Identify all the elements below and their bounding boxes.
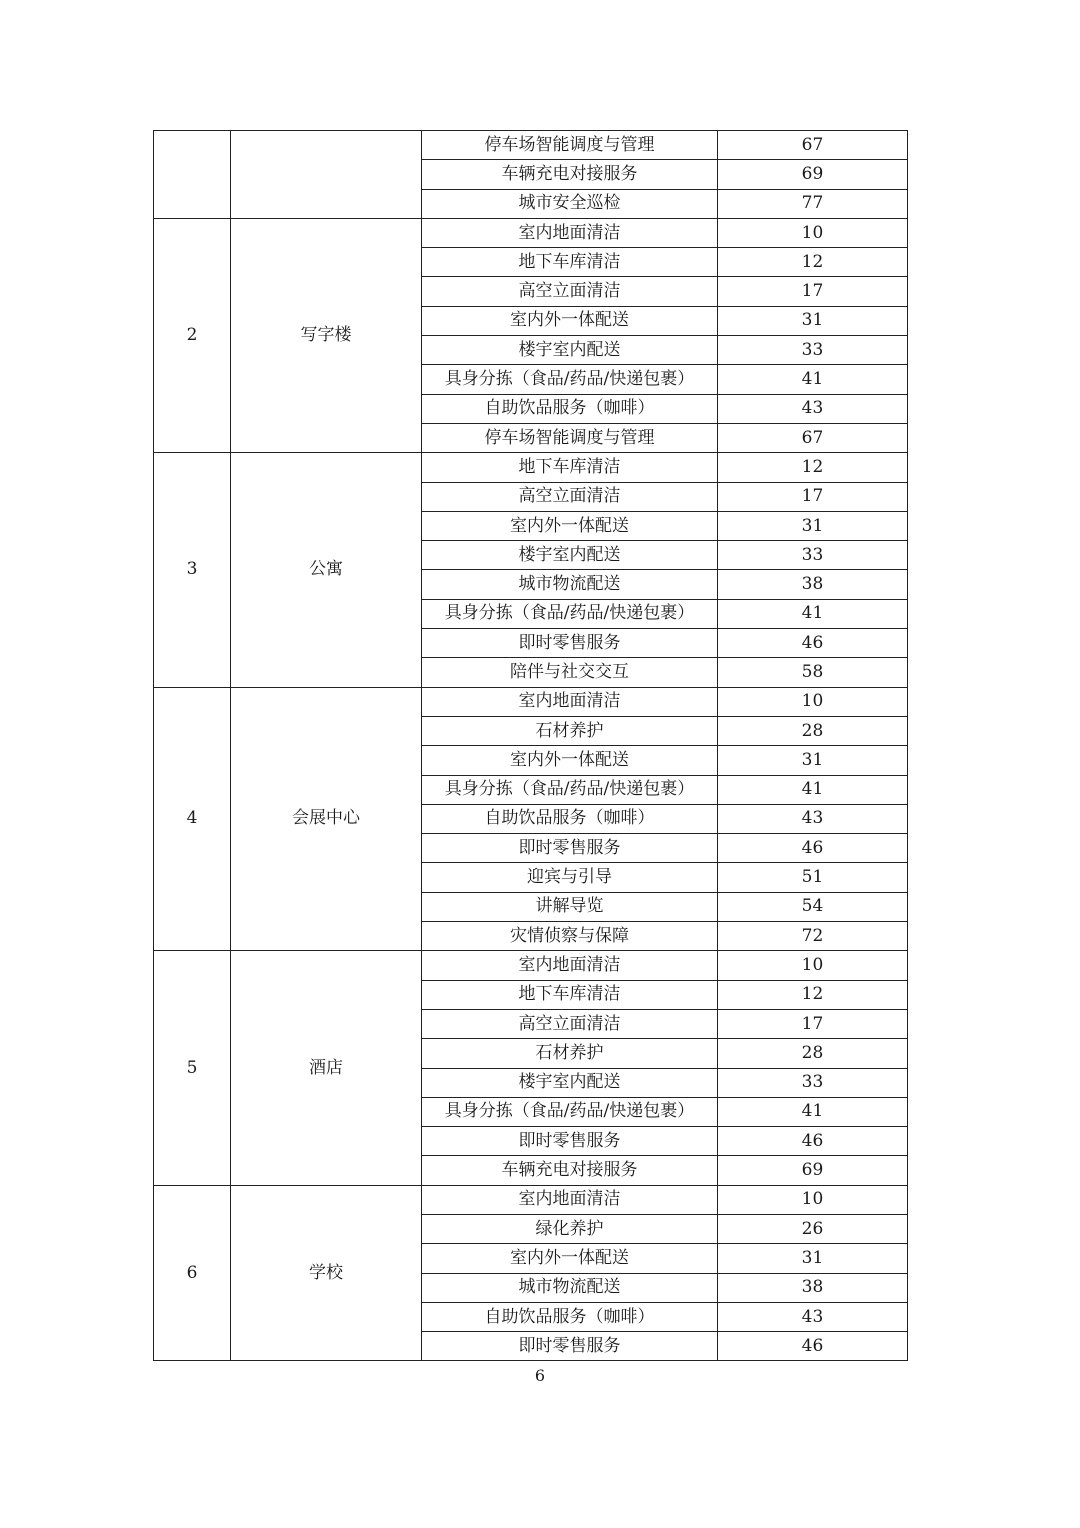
service-cell: 即时零售服务: [422, 834, 718, 863]
service-cell: 室内地面清洁: [422, 1185, 718, 1214]
service-cell: 石材养护: [422, 716, 718, 745]
table-row: [154, 131, 908, 160]
code-cell: 54: [718, 892, 908, 921]
service-cell: 车辆充电对接服务: [422, 160, 718, 189]
code-cell: 33: [718, 336, 908, 365]
table-row: [154, 218, 908, 247]
scenario-table: [153, 130, 908, 1361]
service-cell: 楼宇室内配送: [422, 541, 718, 570]
group-number-cell: 5: [154, 951, 231, 1185]
code-cell: 43: [718, 1302, 908, 1331]
code-cell: 46: [718, 1127, 908, 1156]
code-cell: 31: [718, 746, 908, 775]
service-cell: 具身分拣（食品/药品/快递包裹）: [422, 1097, 718, 1126]
code-cell: 51: [718, 863, 908, 892]
code-cell: 28: [718, 716, 908, 745]
table-row: [154, 951, 908, 980]
service-cell: 即时零售服务: [422, 1332, 718, 1361]
table-row: [154, 687, 908, 716]
code-cell: 43: [718, 394, 908, 423]
venue-cell: 学校: [231, 1185, 422, 1361]
service-cell: 自助饮品服务（咖啡）: [422, 804, 718, 833]
code-cell: 31: [718, 1244, 908, 1273]
service-cell: 地下车库清洁: [422, 453, 718, 482]
service-cell: 室内地面清洁: [422, 951, 718, 980]
code-cell: 58: [718, 658, 908, 687]
code-cell: 10: [718, 687, 908, 716]
table-body: [154, 131, 908, 1361]
group-number-cell: [154, 131, 231, 219]
service-cell: 城市物流配送: [422, 570, 718, 599]
service-cell: 灾情侦察与保障: [422, 922, 718, 951]
service-cell: 城市安全巡检: [422, 189, 718, 218]
service-cell: 室内地面清洁: [422, 687, 718, 716]
code-cell: 31: [718, 306, 908, 335]
code-cell: 72: [718, 922, 908, 951]
code-cell: 46: [718, 629, 908, 658]
code-cell: 28: [718, 1039, 908, 1068]
service-cell: 车辆充电对接服务: [422, 1156, 718, 1185]
service-cell: 楼宇室内配送: [422, 1068, 718, 1097]
code-cell: 12: [718, 980, 908, 1009]
venue-cell: 会展中心: [231, 687, 422, 951]
table-row: [154, 453, 908, 482]
service-cell: 室内外一体配送: [422, 306, 718, 335]
code-cell: 46: [718, 1332, 908, 1361]
service-cell: 高空立面清洁: [422, 1009, 718, 1038]
service-cell: 高空立面清洁: [422, 482, 718, 511]
code-cell: 33: [718, 541, 908, 570]
code-cell: 46: [718, 834, 908, 863]
service-cell: 即时零售服务: [422, 1127, 718, 1156]
code-cell: 67: [718, 131, 908, 160]
service-cell: 地下车库清洁: [422, 248, 718, 277]
code-cell: 69: [718, 1156, 908, 1185]
service-cell: 地下车库清洁: [422, 980, 718, 1009]
service-cell: 室内地面清洁: [422, 218, 718, 247]
code-cell: 17: [718, 1009, 908, 1038]
code-cell: 41: [718, 1097, 908, 1126]
code-cell: 67: [718, 423, 908, 452]
code-cell: 17: [718, 277, 908, 306]
page-number: 6: [534, 1366, 546, 1385]
table-row: [154, 1185, 908, 1214]
code-cell: 17: [718, 482, 908, 511]
service-cell: 高空立面清洁: [422, 277, 718, 306]
service-cell: 室内外一体配送: [422, 1244, 718, 1273]
code-cell: 38: [718, 1273, 908, 1302]
code-cell: 10: [718, 1185, 908, 1214]
group-number-cell: 4: [154, 687, 231, 951]
group-number-cell: 3: [154, 453, 231, 687]
venue-cell: 公寓: [231, 453, 422, 687]
service-cell: 即时零售服务: [422, 629, 718, 658]
code-cell: 10: [718, 218, 908, 247]
service-cell: 停车场智能调度与管理: [422, 423, 718, 452]
venue-cell: 写字楼: [231, 218, 422, 452]
code-cell: 77: [718, 189, 908, 218]
service-cell: 具身分拣（食品/药品/快递包裹）: [422, 599, 718, 628]
code-cell: 41: [718, 775, 908, 804]
service-cell: 陪伴与社交交互: [422, 658, 718, 687]
service-cell: 讲解导览: [422, 892, 718, 921]
service-cell: 室内外一体配送: [422, 511, 718, 540]
code-cell: 26: [718, 1214, 908, 1243]
service-cell: 具身分拣（食品/药品/快递包裹）: [422, 775, 718, 804]
code-cell: 69: [718, 160, 908, 189]
service-cell: 城市物流配送: [422, 1273, 718, 1302]
code-cell: 41: [718, 365, 908, 394]
code-cell: 43: [718, 804, 908, 833]
service-cell: 自助饮品服务（咖啡）: [422, 1302, 718, 1331]
code-cell: 12: [718, 248, 908, 277]
service-cell: 具身分拣（食品/药品/快递包裹）: [422, 365, 718, 394]
code-cell: 38: [718, 570, 908, 599]
code-cell: 41: [718, 599, 908, 628]
service-cell: 绿化养护: [422, 1214, 718, 1243]
code-cell: 33: [718, 1068, 908, 1097]
code-cell: 10: [718, 951, 908, 980]
service-cell: 迎宾与引导: [422, 863, 718, 892]
code-cell: 12: [718, 453, 908, 482]
code-cell: 31: [718, 511, 908, 540]
venue-cell: 酒店: [231, 951, 422, 1185]
group-number-cell: 2: [154, 218, 231, 452]
service-cell: 室内外一体配送: [422, 746, 718, 775]
venue-cell: [231, 131, 422, 219]
group-number-cell: 6: [154, 1185, 231, 1361]
service-cell: 停车场智能调度与管理: [422, 131, 718, 160]
service-cell: 石材养护: [422, 1039, 718, 1068]
service-cell: 楼宇室内配送: [422, 336, 718, 365]
service-cell: 自助饮品服务（咖啡）: [422, 394, 718, 423]
